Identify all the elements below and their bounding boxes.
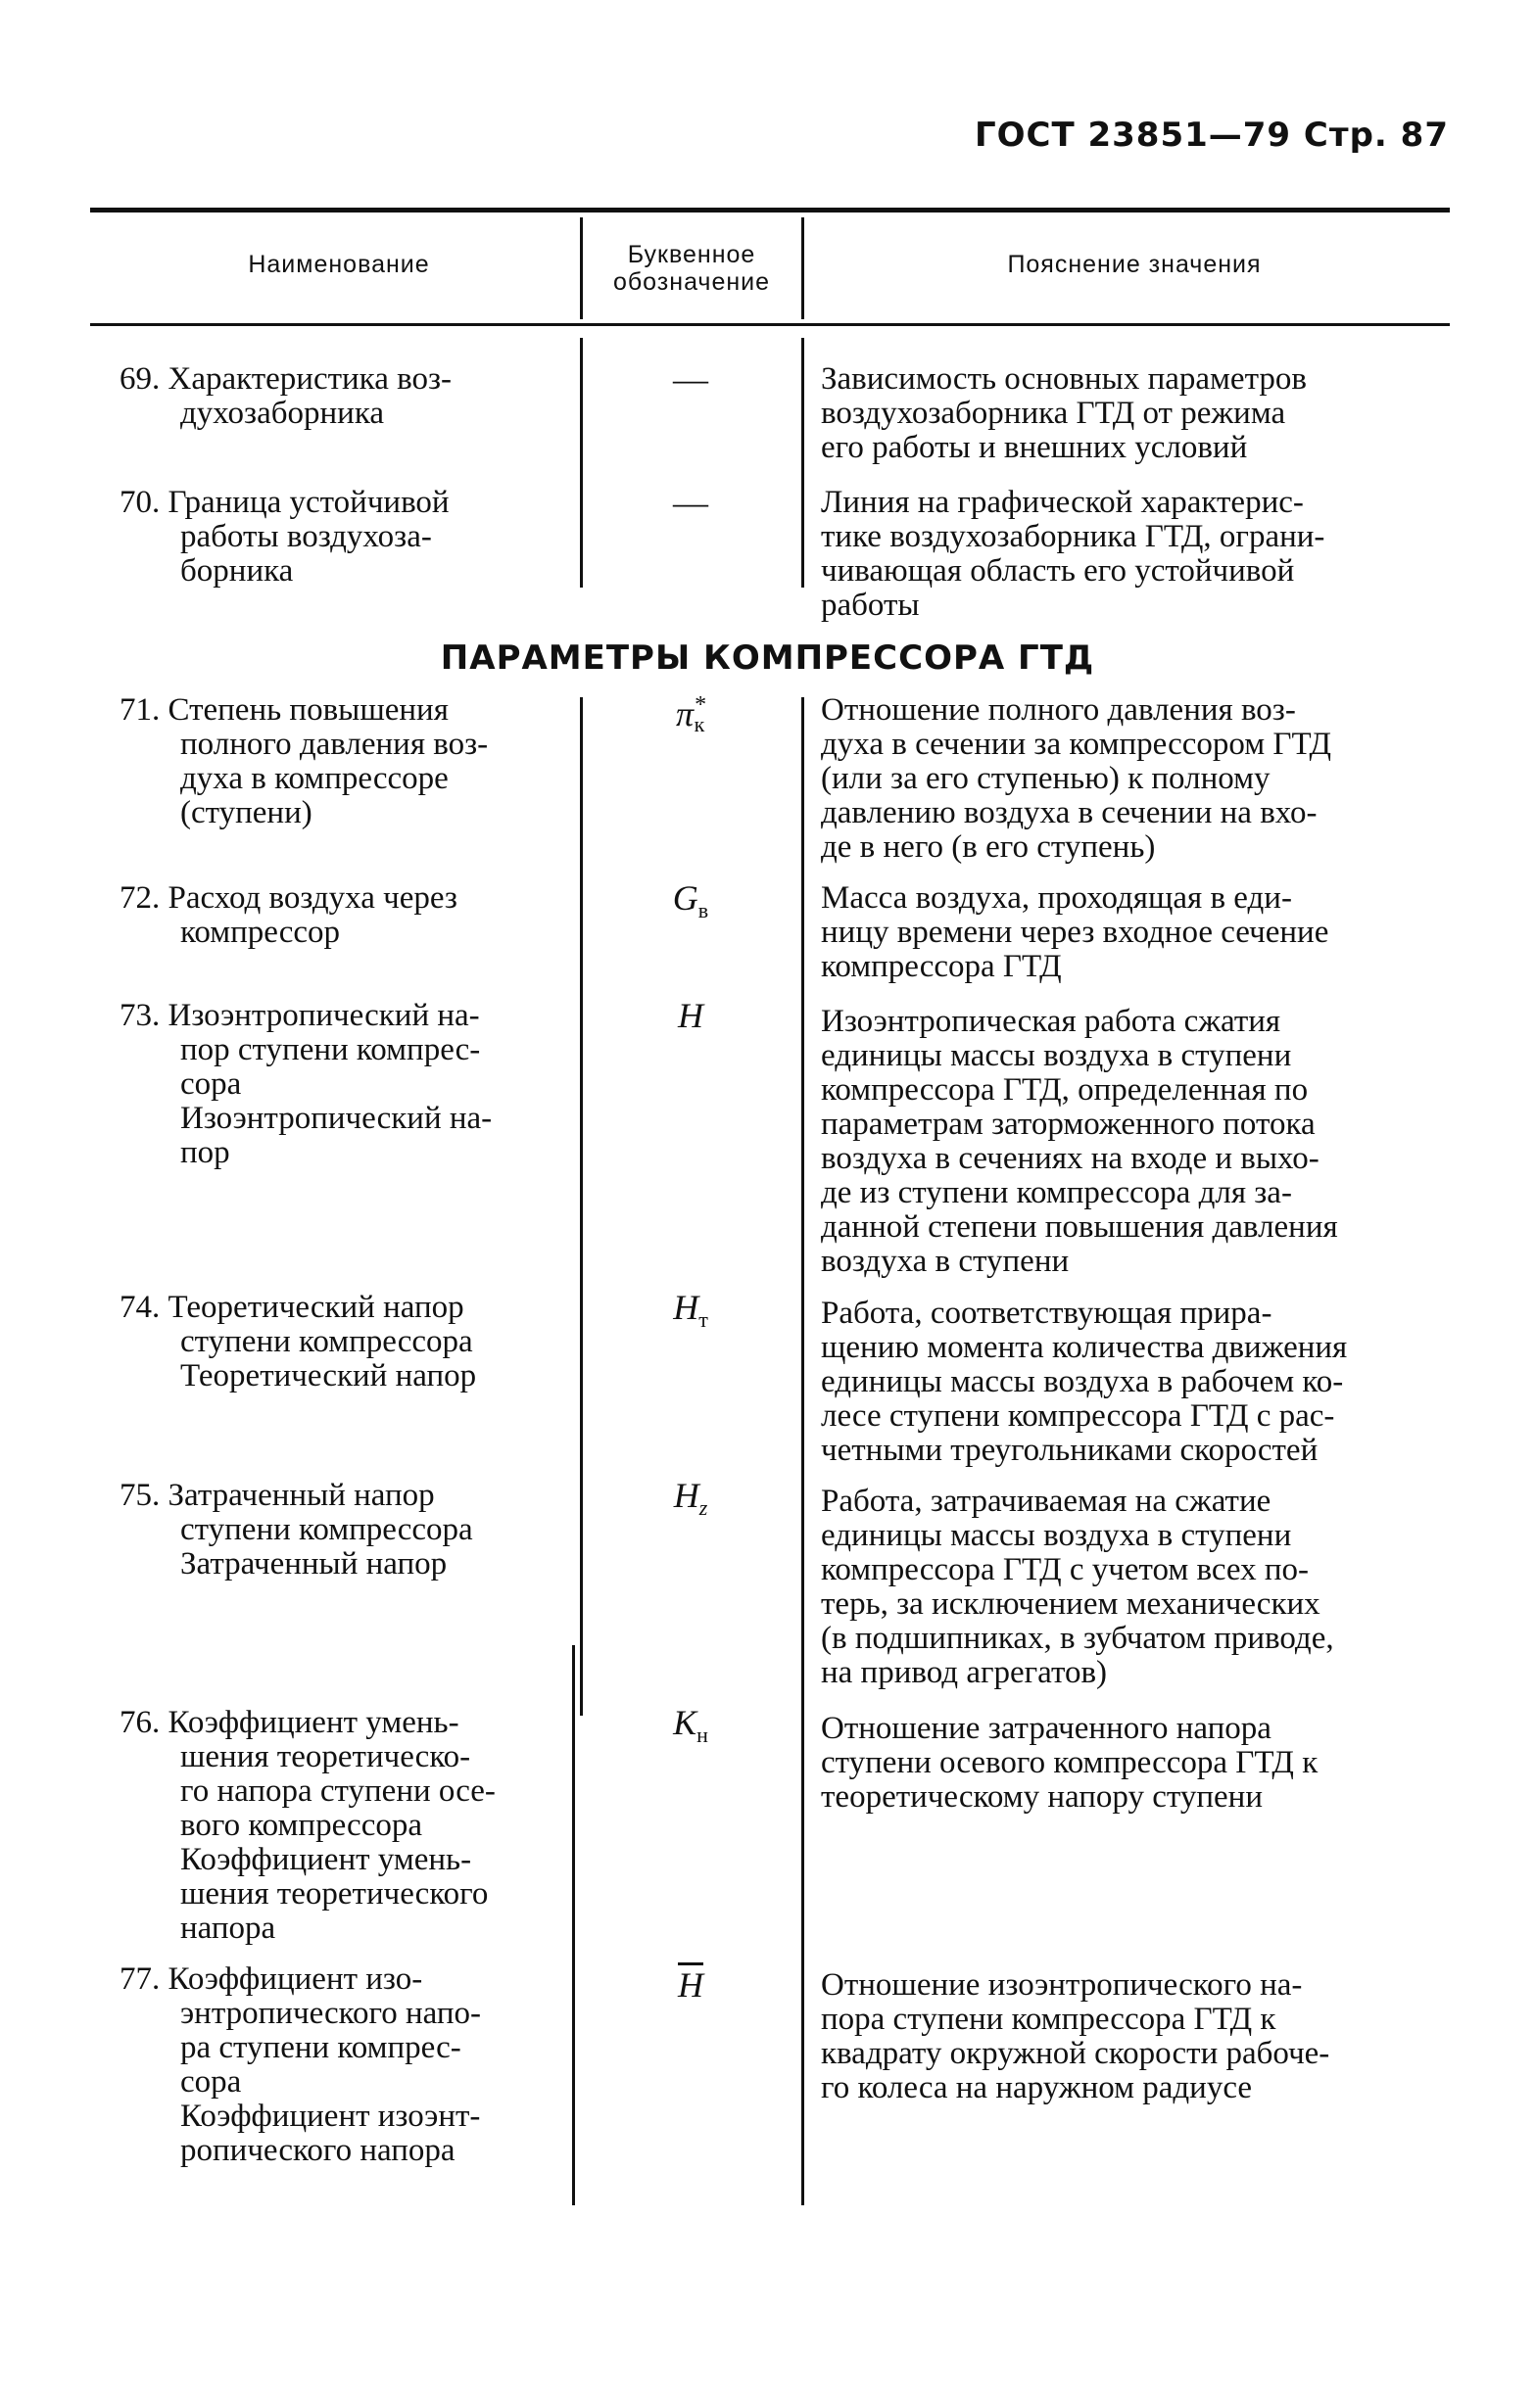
explanation-line: де в него (в его ступень) xyxy=(821,829,1156,865)
name-line: го напора ступени осе- xyxy=(180,1773,496,1809)
explanation-line: щению момента количества движения xyxy=(821,1330,1348,1365)
explanation-line: го колеса на наружном радиусе xyxy=(821,2070,1253,2105)
explanation-line: (или за его ступенью) к полному xyxy=(821,761,1271,796)
name-line: ступени компрессора xyxy=(180,1324,473,1359)
explanation-line: Изоэнтропическая работа сжатия xyxy=(821,1004,1281,1039)
row-75-symbol xyxy=(588,1477,793,1527)
name-line: пор ступени компрес- xyxy=(180,1032,481,1067)
name-line: духозаборника xyxy=(180,396,385,431)
symbol-subscript: т xyxy=(698,1307,708,1333)
explanation-line: де из ступени компрессора для за- xyxy=(821,1175,1292,1210)
explanation-line: воздухозаборника ГТД от режима xyxy=(821,396,1286,431)
explanation-line: ступени осевого компрессора ГТД к xyxy=(821,1745,1319,1780)
symbol-main: π xyxy=(675,694,695,733)
name-line: Теоретический напор xyxy=(180,1358,477,1393)
column-separator-left xyxy=(580,338,583,588)
name-line: Затраченный напор xyxy=(180,1546,448,1582)
column-header-symbol xyxy=(586,241,797,296)
name-line: Расход воздуха через xyxy=(168,880,457,916)
row-71-name xyxy=(120,693,558,830)
name-line: шения теоретическо- xyxy=(180,1739,471,1774)
name-line: борника xyxy=(180,553,294,589)
row-77-explanation xyxy=(821,1968,1448,2105)
column-header-symbol-line1: Буквенное xyxy=(627,241,756,268)
row-72-explanation xyxy=(821,881,1448,984)
name-line: Коэффициент умень- xyxy=(180,1842,472,1877)
row-72-symbol xyxy=(588,879,793,929)
explanation-line: воздуха в ступени xyxy=(821,1244,1070,1279)
row-75-name xyxy=(120,1479,558,1582)
name-line: Коэффициент изоэнт- xyxy=(180,2099,481,2134)
name-line: Коэффициент умень- xyxy=(168,1705,459,1740)
row-71-explanation xyxy=(821,693,1448,865)
row-69-explanation xyxy=(821,362,1448,465)
symbol-main: H xyxy=(673,1476,699,1515)
row-69-name xyxy=(120,362,558,431)
name-line: Теоретический напор xyxy=(168,1290,464,1325)
name-line: пор xyxy=(180,1135,230,1170)
symbol-subscript: к xyxy=(694,712,705,736)
column-header-explanation-text: Пояснение значения xyxy=(1007,251,1262,278)
explanation-line: теоретическому напору ступени xyxy=(821,1779,1263,1815)
name-line: ра ступени компрес- xyxy=(180,2030,461,2065)
row-74-name xyxy=(120,1291,558,1393)
explanation-line: на привод агрегатов) xyxy=(821,1655,1108,1690)
symbol-main: $\overline{H}$ xyxy=(678,1965,703,2005)
explanation-line: данной степени повышения давления xyxy=(821,1209,1338,1245)
name-line: ропического напора xyxy=(180,2133,456,2168)
explanation-line: (в подшипниках, в зубчатом приводе, xyxy=(821,1621,1334,1656)
name-line: сора xyxy=(180,2064,242,2100)
symbol-subscript: z xyxy=(698,1495,708,1521)
explanation-line: Линия на графической характерис- xyxy=(821,485,1304,520)
explanation-line: квадрату окружной скорости рабоче- xyxy=(821,2036,1330,2071)
name-line: Изоэнтропический на- xyxy=(180,1101,493,1136)
explanation-line: Масса воздуха, проходящая в еди- xyxy=(821,880,1292,916)
column-header-name-text: Наименование xyxy=(248,251,430,278)
row-70-symbol: — xyxy=(673,483,708,522)
name-line: (ступени) xyxy=(180,795,312,830)
explanation-line: компрессора ГТД с учетом всех по- xyxy=(821,1552,1310,1587)
row-number: 77. xyxy=(120,1961,161,1997)
table-header-rule xyxy=(90,323,1450,326)
explanation-line: единицы массы воздуха в рабочем ко- xyxy=(821,1364,1344,1399)
row-76-name xyxy=(120,1706,558,1946)
explanation-line: Работа, соответствующая прира- xyxy=(821,1296,1272,1331)
column-separator-right xyxy=(801,697,804,2205)
explanation-line: духа в сечении за компрессором ГТД xyxy=(821,727,1332,762)
name-line: Коэффициент изо- xyxy=(168,1961,423,1997)
explanation-line: терь, за исключением механических xyxy=(821,1586,1320,1622)
table-top-rule xyxy=(90,208,1450,212)
row-74-explanation xyxy=(821,1297,1448,1468)
row-73-explanation xyxy=(821,1005,1448,1279)
column-header-symbol-line2: обозначение xyxy=(612,268,771,296)
column-separator-left xyxy=(580,217,583,319)
explanation-line: его работы и внешних условий xyxy=(821,430,1248,465)
name-line: Степень повышения xyxy=(168,692,449,728)
explanation-line: единицы массы воздуха в ступени xyxy=(821,1518,1292,1553)
name-line: сора xyxy=(180,1066,242,1102)
explanation-line: тике воздухозаборника ГТД, ограни- xyxy=(821,519,1325,554)
row-77-name xyxy=(120,1962,558,2168)
row-71-symbol xyxy=(588,692,793,736)
symbol-superscript: * xyxy=(694,692,706,718)
explanation-line: Работа, затрачиваемая на сжатие xyxy=(821,1484,1271,1519)
row-number: 74. xyxy=(120,1290,161,1325)
column-header-explanation xyxy=(821,251,1448,278)
name-line: работы воздухоза- xyxy=(180,519,432,554)
row-number: 71. xyxy=(120,692,161,728)
row-76-symbol xyxy=(588,1704,793,1754)
explanation-line: чивающая область его устойчивой xyxy=(821,553,1295,589)
explanation-line: давлению воздуха в сечении на вхо- xyxy=(821,795,1318,830)
name-line: полного давления воз- xyxy=(180,727,489,762)
column-header-name xyxy=(120,251,558,278)
row-73-symbol: H xyxy=(678,996,703,1035)
section-title: ПАРАМЕТРЫ КОМПРЕССОРА ГТД xyxy=(440,638,1095,678)
row-76-explanation xyxy=(821,1712,1448,1815)
row-70-name xyxy=(120,486,558,589)
row-75-explanation xyxy=(821,1485,1448,1690)
row-73-name xyxy=(120,999,558,1170)
explanation-line: Зависимость основных параметров xyxy=(821,361,1307,397)
column-separator-left xyxy=(572,1645,575,2205)
row-77-symbol xyxy=(588,1966,793,2004)
explanation-line: четными треугольниками скоростей xyxy=(821,1433,1319,1468)
explanation-line: воздуха в сечениях на входе и выхо- xyxy=(821,1141,1319,1176)
explanation-line: лесе ступени компрессора ГТД с рас- xyxy=(821,1398,1335,1434)
explanation-line: ницу времени через входное сечение xyxy=(821,915,1329,950)
name-line: компрессор xyxy=(180,915,341,950)
row-number: 70. xyxy=(120,485,161,520)
explanation-line: Отношение полного давления воз- xyxy=(821,692,1296,728)
name-line: ступени компрессора xyxy=(180,1512,473,1547)
symbol-subscript: н xyxy=(696,1723,708,1748)
explanation-line: Отношение затраченного напора xyxy=(821,1711,1271,1746)
explanation-line: работы xyxy=(821,588,920,623)
row-69-symbol: — xyxy=(673,359,708,399)
name-line: Характеристика воз- xyxy=(168,361,452,397)
row-72-name xyxy=(120,881,558,950)
row-number: 72. xyxy=(120,880,161,916)
column-separator-right xyxy=(801,338,804,588)
explanation-line: параметрам заторможенного потока xyxy=(821,1107,1316,1142)
column-separator-left xyxy=(580,697,583,1716)
symbol-main: H xyxy=(673,1288,699,1327)
explanation-line: компрессора ГТД, определенная по xyxy=(821,1072,1309,1108)
name-line: вого компрессора xyxy=(180,1808,423,1843)
name-line: энтропического напо- xyxy=(180,1996,482,2031)
symbol-subscript: в xyxy=(697,898,709,923)
explanation-line: компрессора ГТД xyxy=(821,949,1062,984)
running-head: ГОСТ 23851—79 Стр. 87 xyxy=(974,116,1449,155)
row-70-explanation xyxy=(821,486,1448,623)
explanation-line: Отношение изоэнтропического на- xyxy=(821,1967,1303,2003)
column-separator-right xyxy=(801,217,804,319)
name-line: Изоэнтропический на- xyxy=(168,998,480,1033)
name-line: шения теоретического xyxy=(180,1876,489,1912)
explanation-line: пора ступени компрессора ГТД к xyxy=(821,2002,1276,2037)
row-number: 75. xyxy=(120,1478,161,1513)
row-74-symbol xyxy=(588,1289,793,1339)
name-line: напора xyxy=(180,1911,276,1946)
name-line: духа в компрессоре xyxy=(180,761,449,796)
symbol-main: G xyxy=(672,878,698,918)
row-number: 69. xyxy=(120,361,161,397)
name-line: Граница устойчивой xyxy=(168,485,450,520)
row-number: 73. xyxy=(120,998,161,1033)
symbol-main: K xyxy=(673,1703,697,1742)
explanation-line: единицы массы воздуха в ступени xyxy=(821,1038,1292,1073)
row-number: 76. xyxy=(120,1705,161,1740)
name-line: Затраченный напор xyxy=(168,1478,435,1513)
